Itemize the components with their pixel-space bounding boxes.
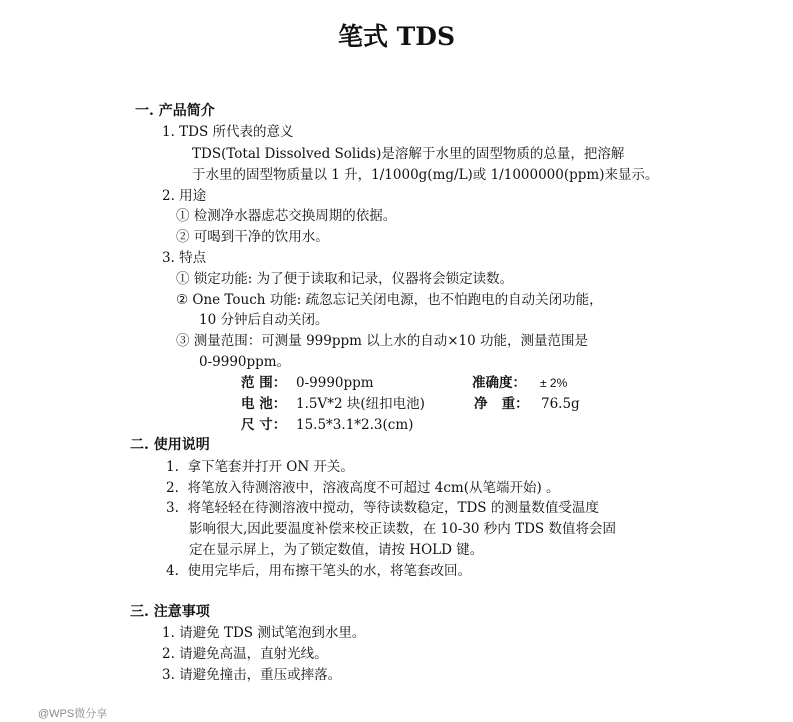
- section-3-heading: 三. 注意事项: [130, 604, 210, 620]
- spec-size-label: 尺 寸：: [241, 417, 287, 433]
- spec-size-value: 15.5*3.1*2.3(cm): [296, 417, 414, 433]
- list-item-continuation: 0-9990ppm。: [199, 354, 291, 370]
- spec-weight-label: 净 重：: [474, 396, 529, 412]
- subsection-1-3-title: 3. 特点: [162, 250, 207, 266]
- subsection-1-1-title: 1. TDS 所代表的意义: [162, 124, 294, 140]
- spec-range-label: 范 围：: [241, 375, 287, 391]
- list-item-continuation: 影响很大,因此要温度补偿来校正读数，在 10-30 秒内 TDS 数值将会固: [189, 521, 616, 537]
- list-item: ② 可喝到干净的饮用水。: [176, 229, 329, 245]
- list-item: ① 检测净水器虑芯交换周期的依据。: [176, 208, 397, 224]
- list-item: 3. 将笔轻轻在待测溶液中搅动，等待读数稳定，TDS 的测量数值受温度: [166, 500, 599, 516]
- list-item: 4. 使用完毕后，用布擦干笔头的水，将笔套改回。: [166, 563, 471, 579]
- list-item-continuation: 10 分钟后自动关闭。: [199, 312, 329, 328]
- list-item: ③ 测量范围：可测量 999ppm 以上水的自动×10 功能，测量范围是: [176, 333, 589, 349]
- section-2-heading: 二. 使用说明: [130, 437, 210, 453]
- spec-weight-value: 76.5g: [541, 396, 580, 412]
- paragraph-line: TDS(Total Dissolved Solids)是溶解于水里的固型物质的总量，把溶解: [192, 146, 625, 162]
- list-item: 1. 请避免 TDS 测试笔泡到水里。: [162, 625, 366, 641]
- list-item: 1. 拿下笔套并打开 ON 开关。: [166, 459, 354, 475]
- page-title: 笔式 TDS: [337, 22, 456, 51]
- list-item: 2. 将笔放入待测溶液中，溶液高度不可超过 4cm(从笔端开始) 。: [166, 480, 560, 496]
- subsection-1-2-title: 2. 用途: [162, 188, 207, 204]
- spec-battery-value: 1.5V*2 块(纽扣电池): [296, 396, 425, 412]
- list-item: ② One Touch 功能: 疏忽忘记关闭电源，也不怕跑电的自动关闭功能，: [176, 292, 603, 308]
- spec-accuracy-value: ± 2%: [540, 376, 568, 390]
- section-1-heading: 一. 产品简介: [135, 103, 215, 119]
- list-item-continuation: 定在显示屏上，为了锁定数值，请按 HOLD 键。: [189, 542, 484, 558]
- list-item: 3. 请避免撞击，重压或摔落。: [162, 667, 342, 683]
- watermark: @WPS微分享: [38, 708, 108, 720]
- list-item: 2. 请避免高温，直射光线。: [162, 646, 328, 662]
- spec-accuracy-label: 准确度：: [472, 375, 526, 391]
- spec-battery-label: 电 池：: [241, 396, 287, 412]
- paragraph-line: 于水里的固型物质量以 1 升，1/1000g(mg/L)或 1/1000000(ppm)来显示。: [192, 167, 659, 183]
- list-item: ① 锁定功能: 为了便于读取和记录，仪器将会锁定读数。: [176, 271, 514, 287]
- spec-range-value: 0-9990ppm: [296, 375, 374, 391]
